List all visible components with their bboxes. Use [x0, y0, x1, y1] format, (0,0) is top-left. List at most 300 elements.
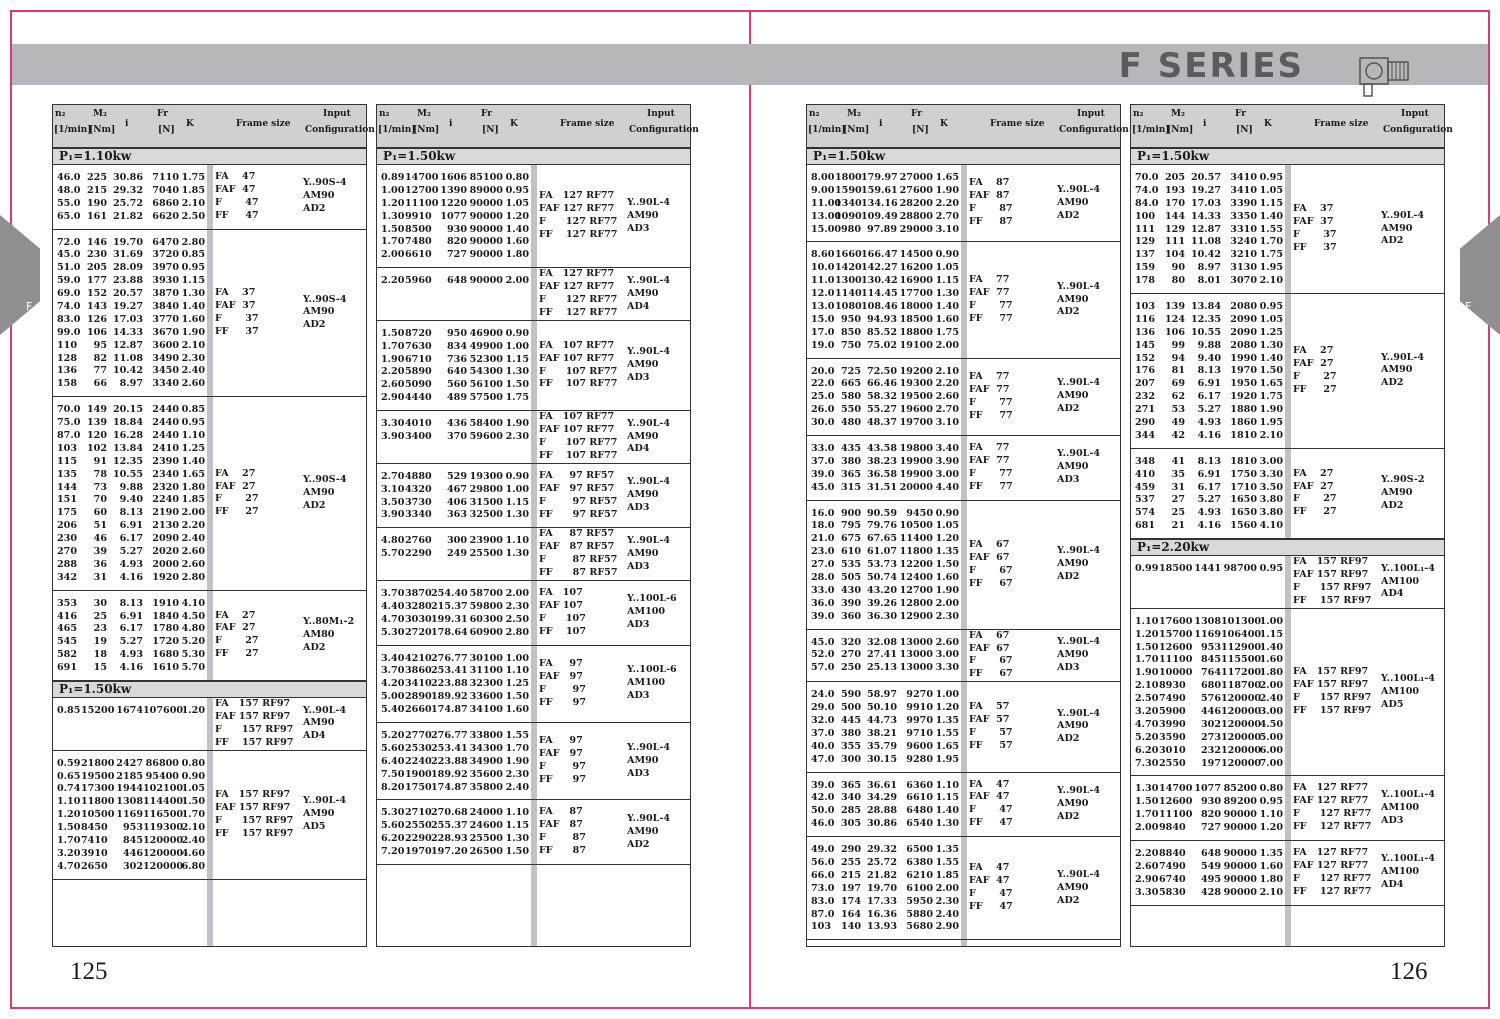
- cell-i: 1308: [1194, 615, 1221, 627]
- cell-fr: 49900: [469, 340, 503, 352]
- data-rows: [53, 751, 207, 879]
- cell-n2: 70.0: [1135, 171, 1159, 183]
- cell-i: 495: [1200, 873, 1221, 885]
- config-line: AM100: [1381, 685, 1420, 697]
- frame-size: FA 127 RF77: [1293, 847, 1369, 858]
- cell-m2: 11100: [405, 197, 439, 209]
- cell-k: 1.10: [505, 535, 529, 547]
- cell-m2: 19500: [81, 770, 115, 782]
- cell-m2: 8500: [405, 223, 432, 235]
- cell-i: 5.27: [1197, 404, 1221, 416]
- cell-k: 0.95: [1259, 300, 1283, 312]
- cell-m2: 750: [840, 339, 861, 351]
- page-number-right: 126: [1390, 958, 1428, 985]
- config-line: AM90: [303, 717, 335, 729]
- cell-m2: 5960: [405, 275, 432, 287]
- cell-k: 2.10: [1259, 886, 1283, 898]
- table-row: [1135, 339, 1285, 352]
- config-line: AM90: [1057, 293, 1089, 305]
- cell-k: 2.60: [181, 545, 205, 557]
- cell-n2: 45.0: [57, 249, 81, 261]
- cell-k: 1.30: [505, 366, 529, 378]
- table-row: [1135, 416, 1285, 429]
- cell-i: 1944: [116, 783, 143, 795]
- cell-n2: 206: [57, 520, 78, 532]
- config-line: Y..90L-4: [1381, 351, 1425, 363]
- cell-i: 845: [1200, 654, 1221, 666]
- frame-size: FF 77: [969, 312, 1013, 324]
- cell-m2: 129: [1164, 223, 1185, 235]
- frame-size: FA 57: [969, 701, 1010, 713]
- cell-n2: 3.70: [381, 587, 405, 599]
- data-rows: [377, 411, 531, 463]
- frame-size: F 77: [969, 300, 1013, 312]
- cell-i: 30.15: [866, 753, 897, 765]
- data-rows: [377, 528, 531, 580]
- cell-k: 2.80: [181, 236, 205, 248]
- cell-k: 3.80: [1259, 494, 1283, 506]
- cell-k: 2.20: [181, 520, 205, 532]
- cell-n2: 152: [1135, 352, 1156, 364]
- row-group: [53, 591, 366, 681]
- cell-m2: 250: [840, 662, 861, 674]
- table-row: [57, 506, 207, 519]
- row-group: [807, 165, 1120, 242]
- config-line: AD4: [627, 443, 650, 455]
- input-configuration: [1053, 165, 1120, 241]
- cell-m2: 15200: [81, 705, 115, 716]
- data-rows: [53, 591, 207, 680]
- cell-fr: 12700: [899, 584, 933, 596]
- data-rows: [1131, 776, 1285, 840]
- frame-size: FAF 47: [215, 183, 256, 195]
- table-row: [57, 248, 207, 261]
- input-configuration: [299, 698, 366, 750]
- table-row: [1135, 390, 1285, 403]
- cell-m2: 3730: [405, 496, 432, 508]
- table-row: [811, 791, 961, 804]
- cell-k: 4.60: [181, 847, 205, 859]
- cell-k: 1.90: [505, 418, 529, 430]
- cell-n2: 1.00: [381, 184, 405, 196]
- config-line: AD2: [1057, 571, 1080, 583]
- config-line: AM90: [627, 287, 659, 299]
- cell-fr: 5680: [906, 921, 933, 933]
- table-row: [57, 770, 207, 783]
- table-row: [811, 636, 961, 649]
- config-line: Y..90L-4: [1057, 707, 1101, 719]
- cell-i: 134.16: [861, 197, 898, 209]
- cell-fr: 24600: [469, 820, 503, 832]
- cell-k: 1.80: [181, 481, 205, 493]
- header-n2-unit: [1/min]: [54, 125, 92, 135]
- cell-k: 0.95: [1259, 563, 1283, 575]
- cell-m2: 140: [840, 921, 861, 933]
- cell-i: 4.16: [1197, 429, 1221, 441]
- table-row: [57, 648, 207, 661]
- cell-fr: 12900: [899, 610, 933, 622]
- data-rows: [1131, 609, 1285, 776]
- header-input-1: Input: [1077, 109, 1105, 119]
- cell-fr: 6470: [152, 236, 179, 248]
- cell-k: 1.65: [935, 740, 959, 752]
- table-row: [57, 236, 207, 249]
- cell-m2: 8720: [405, 327, 432, 339]
- cell-fr: 35600: [469, 768, 503, 780]
- frame-size: F 77: [969, 467, 1013, 479]
- cell-fr: 116500: [143, 809, 184, 821]
- cell-fr: 6620: [152, 210, 179, 222]
- frame-sizes: [207, 698, 299, 750]
- table-row: [57, 757, 207, 770]
- cell-fr: 3390: [1230, 197, 1257, 209]
- frame-size: F 127 RF77: [1293, 808, 1372, 820]
- cell-i: 1606: [440, 171, 467, 183]
- cell-k: 1.15: [505, 496, 529, 508]
- cell-k: 0.80: [181, 757, 205, 769]
- cell-n2: 178: [1135, 275, 1156, 287]
- table-row: [811, 287, 961, 300]
- cell-n2: 45.0: [811, 481, 835, 493]
- table-row: [381, 806, 531, 819]
- cell-k: 1.40: [1259, 352, 1283, 364]
- cell-fr: 120000: [1221, 731, 1262, 743]
- frame-sizes: [1285, 776, 1377, 840]
- row-group: [807, 630, 1120, 683]
- config-line: AM80: [303, 628, 335, 640]
- frame-size: F 47: [969, 804, 1013, 816]
- cell-i: 50.74: [866, 571, 897, 583]
- cell-k: 2.60: [181, 558, 205, 570]
- cell-fr: 28200: [899, 197, 933, 209]
- cell-i: 4.93: [119, 649, 143, 661]
- table-row: [381, 755, 531, 768]
- cell-fr: 2440: [152, 404, 179, 416]
- frame-size: FAF 87: [539, 819, 583, 831]
- cell-n2: 159: [1135, 262, 1156, 274]
- cell-i: 820: [1200, 809, 1221, 821]
- cell-m2: 95: [93, 339, 107, 351]
- cell-n2: 129: [1135, 236, 1156, 248]
- cell-m2: 300: [840, 753, 861, 765]
- frame-size: FF 67: [969, 668, 1013, 680]
- data-rows: [53, 698, 207, 750]
- cell-fr: 9600: [906, 740, 933, 752]
- frame-sizes: [1285, 609, 1377, 776]
- cell-i: 28.88: [866, 805, 897, 817]
- power-rating: P₁=2.20kw: [1131, 539, 1444, 556]
- cell-m2: 7480: [405, 236, 432, 248]
- table-header: [807, 105, 1129, 148]
- cell-i: 302: [1200, 718, 1221, 730]
- cell-m2: 102: [86, 442, 107, 454]
- cell-n2: 6.20: [381, 833, 405, 845]
- cell-k: 1.50: [1259, 365, 1283, 377]
- cell-k: 1.15: [1259, 197, 1283, 209]
- frame-size: F 87 RF57: [539, 554, 618, 566]
- cell-i: 930: [1200, 796, 1221, 808]
- cell-k: 0.90: [935, 507, 959, 519]
- cell-fr: 90000: [1223, 873, 1257, 885]
- table-row: [381, 742, 531, 755]
- config-line: AD2: [1057, 306, 1080, 318]
- frame-size: FA 127 RF77: [1293, 782, 1369, 794]
- cell-n2: 30.0: [811, 417, 835, 429]
- frame-size: FF 157 RF97: [215, 736, 294, 748]
- cell-k: 2.40: [1259, 693, 1283, 705]
- cell-fr: 30100: [469, 652, 503, 664]
- cell-i: 640: [446, 366, 467, 378]
- cell-i: 8.13: [119, 507, 143, 519]
- cell-i: 9.40: [1197, 352, 1221, 364]
- cell-fr: 32300: [469, 678, 503, 690]
- cell-k: 0.90: [935, 249, 959, 261]
- cell-k: 1.75: [181, 171, 205, 183]
- table-row: [1135, 808, 1285, 821]
- header-m2-unit: [Nm]: [89, 125, 116, 135]
- cell-k: 1.00: [505, 483, 529, 495]
- frame-size: F 77: [969, 396, 1013, 408]
- cell-n2: 99.0: [57, 326, 81, 338]
- cell-fr: 18000: [899, 300, 933, 312]
- cell-k: 1.05: [1259, 313, 1283, 325]
- cell-k: 1.30: [181, 288, 205, 300]
- cell-n2: 416: [57, 610, 78, 622]
- table-row: [57, 429, 207, 442]
- side-tab-right-label: F: [1465, 300, 1472, 313]
- cell-n2: 176: [1135, 365, 1156, 377]
- cell-i: 14.33: [112, 326, 143, 338]
- frame-size: FF 77: [969, 409, 1013, 421]
- frame-size: F 47: [215, 196, 259, 208]
- cell-i: 255.37: [431, 820, 468, 832]
- config-line: Y..100L₁-4: [1381, 672, 1435, 684]
- config-line: AM90: [1381, 487, 1413, 499]
- cell-i: 1169: [1194, 628, 1221, 640]
- cell-i: 4.16: [119, 662, 143, 674]
- cell-k: 2.10: [935, 365, 959, 377]
- cell-n2: 15.0: [811, 313, 835, 325]
- cell-n2: 9.00: [811, 184, 835, 196]
- frame-size: FF 127 RF77: [1293, 821, 1372, 833]
- header-fr: Fr: [1235, 109, 1246, 119]
- frame-size: FA 157 RF97: [215, 698, 291, 710]
- cell-fr: 90000: [469, 249, 503, 261]
- cell-i: 114.45: [861, 288, 898, 300]
- frame-size: FF 67: [969, 577, 1013, 589]
- table-row: [811, 248, 961, 261]
- cell-m2: 950: [840, 313, 861, 325]
- cell-m2: 18: [93, 649, 107, 661]
- data-rows: [53, 165, 207, 229]
- cell-n2: 5.20: [1135, 731, 1159, 743]
- cell-i: 67.65: [866, 533, 897, 545]
- cell-k: 1.40: [935, 805, 959, 817]
- cell-n2: 26.0: [811, 404, 835, 416]
- cell-i: 159.61: [861, 184, 898, 196]
- cell-n2: 4.80: [381, 535, 405, 547]
- cell-n2: 5.40: [381, 704, 405, 716]
- cell-k: 2.40: [505, 781, 529, 793]
- cell-m2: 15: [93, 662, 107, 674]
- cell-k: 2.10: [1259, 429, 1283, 441]
- cell-n2: 70.0: [57, 404, 81, 416]
- cell-n2: 39.0: [811, 468, 835, 480]
- config-line: AM90: [627, 547, 659, 559]
- cell-n2: 136: [1135, 326, 1156, 338]
- cell-m2: 360: [840, 610, 861, 622]
- cell-k: 1.60: [505, 704, 529, 716]
- frame-sizes: [1285, 556, 1377, 608]
- table-row: [811, 804, 961, 817]
- cell-n2: 17.0: [811, 326, 835, 338]
- cell-i: 1390: [440, 184, 467, 196]
- cell-fr: 101300: [1221, 615, 1262, 627]
- config-line: AM90: [627, 359, 659, 371]
- cell-n2: 12.0: [811, 288, 835, 300]
- table-row: [381, 417, 531, 430]
- input-configuration: [623, 268, 690, 320]
- cell-n2: 13.0: [811, 300, 835, 312]
- cell-i: 228.93: [431, 833, 468, 845]
- cell-n2: 13.00: [811, 210, 842, 222]
- cell-n2: 115: [57, 455, 78, 467]
- table-row: [811, 481, 961, 494]
- cell-k: 2.00: [935, 882, 959, 894]
- frame-size: FA 27: [215, 609, 256, 621]
- table-row: [57, 532, 207, 545]
- cell-i: 14.33: [1190, 210, 1221, 222]
- cell-i: 1077: [1194, 783, 1221, 795]
- config-line: AD3: [627, 619, 650, 631]
- cell-k: 2.60: [935, 391, 959, 403]
- cell-fr: 90000: [469, 210, 503, 222]
- cell-fr: 13000: [899, 636, 933, 648]
- cell-i: 9.40: [119, 494, 143, 506]
- frame-sizes: [1285, 165, 1377, 293]
- table-row: [381, 832, 531, 845]
- cell-fr: 6100: [906, 882, 933, 894]
- table-row: [381, 378, 531, 391]
- cell-m2: 2650: [81, 860, 108, 872]
- config-line: AM90: [1057, 390, 1089, 402]
- row-group: [377, 528, 690, 581]
- cell-m2: 25: [1171, 507, 1185, 519]
- cell-fr: 3350: [1230, 210, 1257, 222]
- cell-fr: 3490: [152, 352, 179, 364]
- config-line: AM100: [1381, 866, 1420, 878]
- cell-k: 1.35: [935, 546, 959, 558]
- cell-fr: 28800: [899, 210, 933, 222]
- cell-n2: 2.60: [381, 379, 405, 391]
- cell-n2: 290: [1135, 416, 1156, 428]
- table-row: [57, 352, 207, 365]
- cell-k: 1.10: [935, 779, 959, 791]
- header-n2: n₂: [379, 109, 390, 119]
- cell-m2: 3030: [405, 613, 432, 625]
- cell-n2: 5.60: [381, 820, 405, 832]
- table-row: [57, 847, 207, 860]
- header-m2: M₂: [847, 109, 861, 119]
- cell-fr: 90000: [1223, 860, 1257, 872]
- table-row: [381, 690, 531, 703]
- cell-k: 1.55: [935, 727, 959, 739]
- cell-i: 5.27: [119, 545, 143, 557]
- cell-i: 19.70: [866, 882, 897, 894]
- table-row: [1135, 718, 1285, 731]
- frame-size: F 27: [1293, 370, 1337, 382]
- frame-sizes: [1285, 449, 1377, 538]
- cell-n2: 2.00: [1135, 822, 1159, 834]
- cell-k: 3.00: [1259, 455, 1283, 467]
- cell-i: 529: [446, 470, 467, 482]
- frame-size: FA 97: [539, 657, 583, 669]
- cell-fr: 34300: [469, 742, 503, 754]
- cell-fr: 1810: [1230, 455, 1257, 467]
- cell-m2: 285: [840, 805, 861, 817]
- header-m2-unit: [Nm]: [843, 125, 870, 135]
- frame-sizes: [961, 436, 1053, 500]
- cell-n2: 537: [1135, 494, 1156, 506]
- cell-n2: 135: [57, 468, 78, 480]
- frame-size: FAF 157 RF97: [215, 710, 291, 722]
- cell-n2: 1.50: [57, 822, 81, 834]
- cell-n2: 6.20: [1135, 744, 1159, 756]
- data-rows: [807, 242, 961, 357]
- cell-i: 6.17: [1197, 481, 1221, 493]
- table-row: [381, 613, 531, 626]
- cell-i: 953: [1200, 641, 1221, 653]
- frame-size: FA 87 RF57: [539, 528, 615, 540]
- cell-m2: 12700: [405, 184, 439, 196]
- table-row: [1135, 860, 1285, 873]
- config-line: Y..90L-4: [1057, 868, 1101, 880]
- cell-n2: 145: [1135, 339, 1156, 351]
- cell-n2: 32.0: [811, 714, 835, 726]
- cell-m2: 70: [93, 494, 107, 506]
- cell-n2: 37.0: [811, 455, 835, 467]
- input-configuration: [299, 165, 366, 229]
- cell-fr: 1780: [152, 623, 179, 635]
- cell-i: 215.37: [431, 600, 468, 612]
- cell-fr: 29000: [899, 223, 933, 235]
- cell-i: 58.32: [866, 391, 897, 403]
- table-row: [381, 496, 531, 509]
- cell-m2: 1420: [835, 262, 862, 274]
- cell-n2: 21.0: [811, 533, 835, 545]
- cell-fr: 3130: [1230, 262, 1257, 274]
- cell-fr: 85200: [1223, 783, 1257, 795]
- cell-m2: 430: [840, 584, 861, 596]
- data-rows: [807, 630, 961, 682]
- cell-k: 2.70: [935, 210, 959, 222]
- cell-m2: 193: [1164, 184, 1185, 196]
- cell-fr: 19800: [899, 442, 933, 454]
- cell-m2: 139: [86, 417, 107, 429]
- cell-n2: 3.30: [1135, 886, 1159, 898]
- config-line: AM90: [303, 190, 335, 202]
- cell-n2: 342: [57, 571, 78, 583]
- table-row: [811, 300, 961, 313]
- table-row: [381, 223, 531, 236]
- frame-size: F 47: [969, 888, 1013, 900]
- cell-n2: 116: [1135, 313, 1156, 325]
- cell-m2: 27: [1171, 494, 1185, 506]
- input-configuration: [1377, 841, 1444, 905]
- cell-i: 12.87: [1190, 223, 1221, 235]
- frame-sizes: [531, 581, 623, 645]
- cell-m2: 390: [840, 597, 861, 609]
